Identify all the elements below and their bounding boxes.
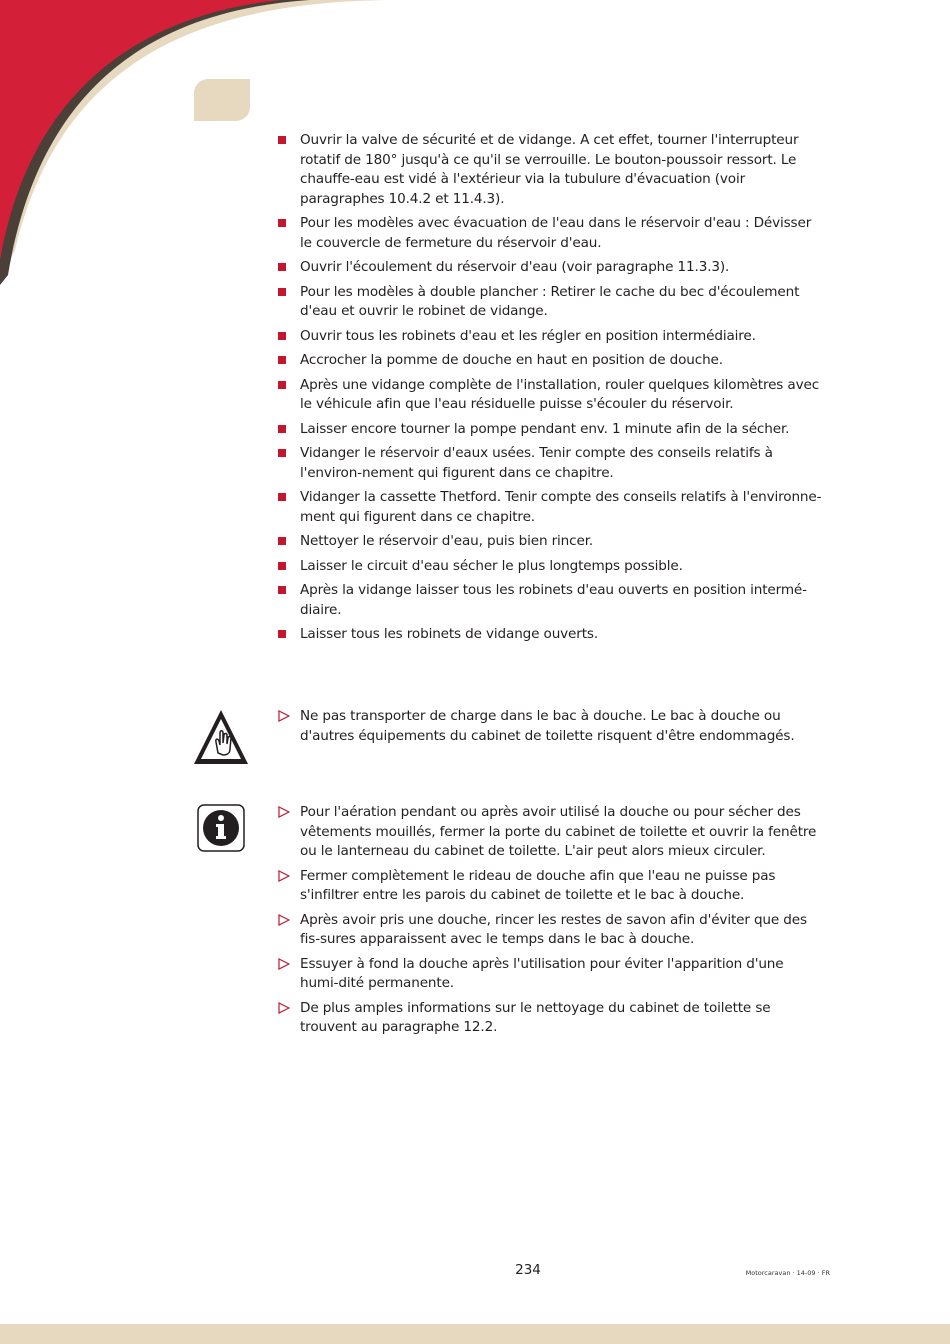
bullet-square-icon	[278, 288, 286, 296]
list-item-text: Après avoir pris une douche, rincer les restes de savon afin d'éviter que des fis-sures apparaissent avec le temps dans le bac à douche.	[300, 911, 807, 947]
bullet-square-icon	[278, 219, 286, 227]
list-item	[278, 258, 824, 278]
bullet-square-icon	[278, 356, 286, 364]
list-item-text: Pour les modèles à double plancher : Retirer le cache du bec d'écoulement d'eau et ouvrir le robinet de vidange.	[300, 283, 800, 319]
list-item	[278, 420, 824, 440]
list-item	[278, 707, 824, 746]
list-item	[278, 867, 824, 906]
bullet-square-icon	[278, 425, 286, 433]
list-item-text: Accrocher la pomme de douche en haut en position de douche.	[300, 352, 723, 368]
list-item	[278, 625, 824, 645]
triangle-bullet-icon	[278, 710, 290, 722]
footer-band	[0, 1324, 950, 1344]
list-item-text: Laisser le circuit d'eau sécher le plus longtemps possible.	[300, 557, 683, 574]
bullet-square-icon	[278, 263, 286, 271]
bullet-square-icon	[278, 586, 286, 594]
list-item-text: Pour les modèles avec évacuation de l'eau dans le réservoir d'eau : Dévisser le couvercle de fermeture du réservoir d'eau.	[300, 215, 812, 251]
triangle-bullet-icon	[278, 870, 290, 882]
list-item-text: Ouvrir tous les robinets d'eau et les régler en position intermédiaire.	[300, 327, 756, 344]
list-item	[278, 214, 824, 253]
document-reference: Motorcaravan · 14-09 · FR	[745, 1269, 830, 1277]
list-item	[278, 955, 824, 994]
chapter-tab	[194, 79, 250, 121]
bullet-square-icon	[278, 630, 286, 638]
list-item	[278, 351, 824, 371]
main-bullet-list	[278, 131, 824, 650]
page-number: 234	[515, 1262, 541, 1278]
list-item	[278, 131, 824, 209]
list-item	[278, 581, 824, 620]
triangle-bullet-icon	[278, 806, 290, 818]
list-item-text: Après une vidange complète de l'installation, rouler quelques kilomètres avec le véhicule afin que l'eau résiduelle puisse s'écouler du réservoir.	[300, 376, 820, 412]
hand-warning-triangle-icon	[192, 707, 250, 767]
bullet-square-icon	[278, 562, 286, 570]
triangle-bullet-icon	[278, 958, 290, 970]
bullet-square-icon	[278, 381, 286, 389]
list-item	[278, 488, 824, 527]
list-item	[278, 803, 824, 862]
list-item	[278, 911, 824, 950]
bullet-square-icon	[278, 537, 286, 545]
list-item	[278, 327, 824, 347]
list-item	[278, 532, 824, 552]
bullet-square-icon	[278, 332, 286, 340]
list-item	[278, 444, 824, 483]
list-item-text: Laisser tous les robinets de vidange ouverts.	[300, 626, 598, 642]
list-item-text: Pour l'aération pendant ou après avoir utilisé la douche ou pour sécher des vêtements mouillés, fermer la porte du cabinet de toilette et ouvrir la fenêtre ou le lanterneau du cabinet de toilette. L'air peut alors mieux circuler.	[300, 804, 817, 859]
list-item-text: Ouvrir la valve de sécurité et de vidange. A cet effet, tourner l'interrupteur rotatif de 180° jusqu'à ce qu'il se verrouille. Le bouton-poussoir ressort. Le chauffe-eau est vidé à l'extérieur via la tubulure d'évacuation (voir paragraphes 10.4.2 et 11.4.3).	[300, 132, 799, 207]
list-item-text: Nettoyer le réservoir d'eau, puis bien rincer.	[300, 533, 594, 549]
warning-list	[278, 707, 824, 751]
list-item-text: Laisser encore tourner la pompe pendant env. 1 minute afin de la sécher.	[300, 420, 790, 437]
bullet-square-icon	[278, 493, 286, 501]
bullet-square-icon	[278, 136, 286, 144]
list-item-text: Fermer complètement le rideau de douche afin que l'eau ne puisse pas s'infiltrer entre les parois du cabinet de toilette et le bac à douche.	[300, 867, 776, 903]
list-item	[278, 376, 824, 415]
triangle-bullet-icon	[278, 914, 290, 926]
list-item-text: Ne pas transporter de charge dans le bac à douche. Le bac à douche ou d'autres équipements du cabinet de toilette risquent d'être endommagés.	[300, 708, 795, 744]
list-item-text: Essuyer à fond la douche après l'utilisation pour éviter l'apparition d'une humi-dité permanente.	[300, 955, 784, 991]
list-item-text: Après la vidange laisser tous les robinets d'eau ouverts en position intermé-diaire.	[300, 582, 807, 618]
list-item	[278, 999, 824, 1038]
list-item-text: Vidanger la cassette Thetford. Tenir compte des conseils relatifs à l'environne-ment qui figurent dans ce chapitre.	[300, 489, 822, 525]
list-item	[278, 557, 824, 577]
list-item-text: Vidanger le réservoir d'eaux usées. Tenir compte des conseils relatifs à l'environ-nement qui figurent dans ce chapitre.	[300, 445, 773, 481]
bullet-square-icon	[278, 449, 286, 457]
triangle-bullet-icon	[278, 1002, 290, 1014]
info-icon	[197, 804, 245, 852]
list-item	[278, 283, 824, 322]
list-item-text: De plus amples informations sur le nettoyage du cabinet de toilette se trouvent au paragraphe 12.2.	[300, 999, 771, 1035]
list-item-text: Ouvrir l'écoulement du réservoir d'eau (voir paragraphe 11.3.3).	[300, 259, 730, 275]
info-list	[278, 803, 824, 1043]
